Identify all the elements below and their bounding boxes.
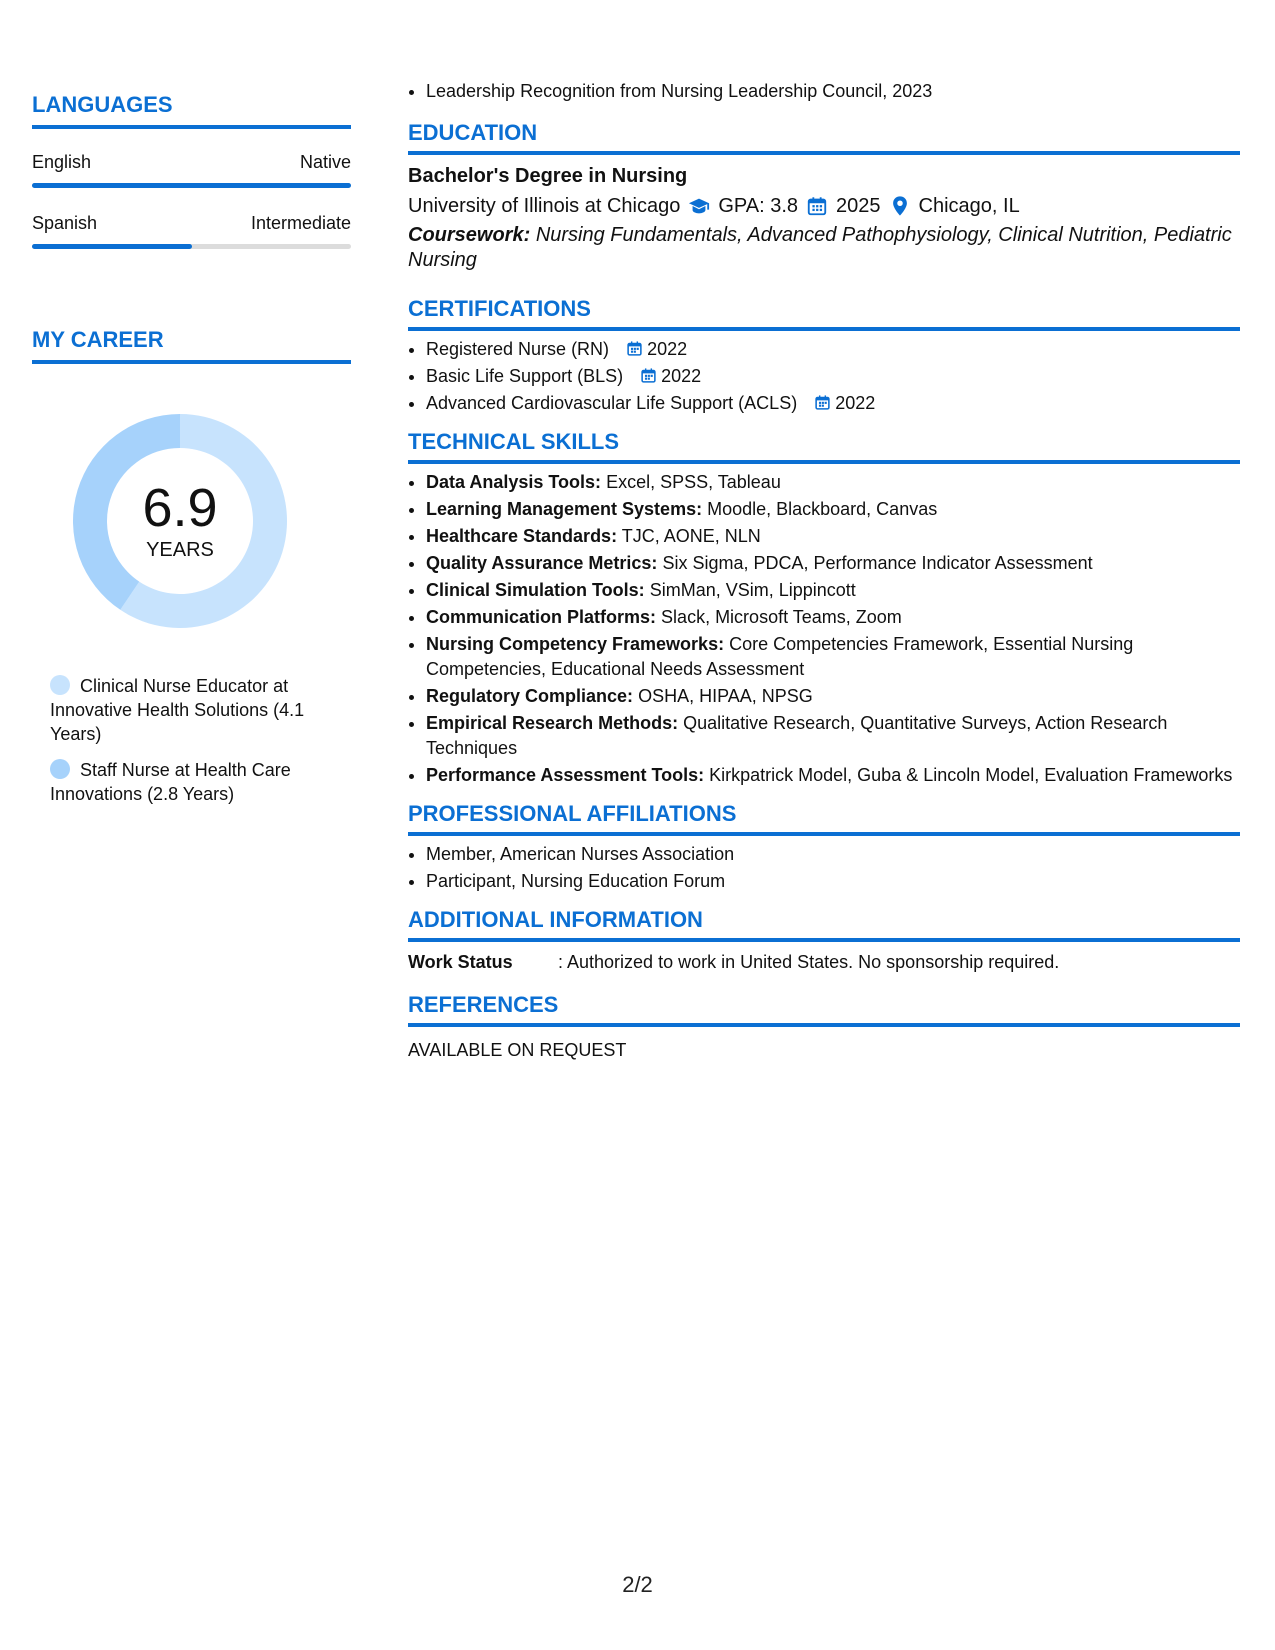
skill-item bbox=[426, 470, 1240, 495]
language-level: Native bbox=[299, 152, 351, 172]
affiliations-section bbox=[408, 800, 1240, 894]
work-status-row bbox=[408, 951, 1240, 973]
education-location: Chicago, IL bbox=[918, 195, 1020, 217]
certification-name: Registered Nurse (RN) bbox=[426, 339, 610, 359]
references-text: AVAILABLE ON REQUEST bbox=[408, 1040, 627, 1060]
career-legend bbox=[50, 674, 351, 806]
skill-item bbox=[426, 497, 1240, 522]
language-name: Spanish bbox=[32, 213, 98, 233]
affiliations-list bbox=[408, 842, 1240, 894]
career-legend-item bbox=[50, 674, 351, 746]
skill-item bbox=[426, 711, 1240, 761]
skill-values: SimMan, VSim, Lippincott bbox=[649, 580, 856, 600]
references-section bbox=[408, 991, 1240, 1061]
affiliation-item: • Participant, Nursing Education Forum bbox=[426, 869, 1240, 894]
language-item bbox=[32, 151, 351, 188]
certifications-heading: CERTIFICATIONS bbox=[408, 295, 1240, 331]
language-item bbox=[32, 212, 351, 249]
skill-item bbox=[426, 605, 1240, 630]
additional-heading: ADDITIONAL INFORMATION bbox=[408, 906, 1240, 942]
skills-section bbox=[408, 428, 1240, 788]
skill-category: Performance Assessment Tools: bbox=[426, 765, 705, 785]
education-coursework bbox=[408, 223, 1240, 273]
career-role-label: Staff Nurse at Health Care Innovations (2.8 Years) bbox=[50, 760, 291, 804]
graduation-cap-icon bbox=[688, 195, 710, 217]
certification-year: 2022 bbox=[661, 366, 702, 386]
education-gpa: GPA: 3.8 bbox=[718, 195, 799, 217]
skill-item bbox=[426, 684, 1240, 709]
career-donut-center bbox=[65, 406, 295, 636]
career-legend-item bbox=[50, 758, 351, 806]
education-section bbox=[408, 119, 1240, 273]
references-heading: REFERENCES bbox=[408, 991, 1240, 1027]
skill-values: Qualitative Research, Quantitative Surveys, Action Research Techniques bbox=[426, 713, 1168, 758]
language-proficiency-bar bbox=[32, 183, 351, 188]
career-total-unit: YEARS bbox=[146, 539, 214, 561]
work-status-label: Work Status bbox=[408, 952, 513, 972]
award-item: • Leadership Recognition from Nursing Leadership Council, 2023 bbox=[426, 78, 1240, 105]
language-proficiency-fill bbox=[32, 244, 192, 249]
coursework-label: Coursework: bbox=[408, 224, 531, 246]
skill-category: Empirical Research Methods: bbox=[426, 713, 679, 733]
legend-dot-icon bbox=[50, 675, 70, 695]
skill-values: Slack, Microsoft Teams, Zoom bbox=[661, 607, 902, 627]
certification-item bbox=[426, 364, 1240, 389]
work-status-value: : Authorized to work in United States. No sponsorship required. bbox=[558, 952, 1060, 972]
certification-item bbox=[426, 391, 1240, 416]
skill-category: Quality Assurance Metrics: bbox=[426, 553, 658, 573]
skill-values: TJC, AONE, NLN bbox=[621, 526, 761, 546]
language-proficiency-bar bbox=[32, 244, 351, 249]
education-details bbox=[408, 193, 1240, 219]
calendar-icon bbox=[806, 195, 828, 217]
career-donut-chart bbox=[65, 406, 295, 636]
language-name: English bbox=[32, 152, 92, 172]
education-year: 2025 bbox=[836, 195, 881, 217]
calendar-icon bbox=[640, 367, 657, 384]
affiliation-item: • Member, American Nurses Association bbox=[426, 842, 1240, 867]
language-proficiency-fill bbox=[32, 183, 351, 188]
calendar-icon bbox=[626, 340, 643, 357]
career-heading: MY CAREER bbox=[32, 327, 351, 364]
certifications-section bbox=[408, 295, 1240, 416]
skill-item bbox=[426, 763, 1240, 788]
skill-item bbox=[426, 551, 1240, 576]
skill-category: Nursing Competency Frameworks: bbox=[426, 634, 725, 654]
certification-item bbox=[426, 337, 1240, 362]
awards-list bbox=[408, 78, 1240, 105]
certification-year: 2022 bbox=[647, 339, 688, 359]
calendar-icon bbox=[814, 394, 831, 411]
education-heading: EDUCATION bbox=[408, 119, 1240, 155]
skill-category: Learning Management Systems: bbox=[426, 499, 703, 519]
education-degree: Bachelor's Degree in Nursing bbox=[408, 165, 688, 187]
left-column bbox=[32, 92, 351, 818]
skill-item bbox=[426, 524, 1240, 549]
certification-name: Basic Life Support (BLS) bbox=[426, 366, 624, 386]
language-level: Intermediate bbox=[250, 213, 351, 233]
skill-values: Six Sigma, PDCA, Performance Indicator Assessment bbox=[662, 553, 1093, 573]
career-role-label: Clinical Nurse Educator at Innovative Health Solutions (4.1 Years) bbox=[50, 676, 305, 744]
skill-values: Moodle, Blackboard, Canvas bbox=[707, 499, 938, 519]
skills-heading: TECHNICAL SKILLS bbox=[408, 428, 1240, 464]
languages-heading: LANGUAGES bbox=[32, 92, 351, 129]
page-number: 2/2 bbox=[622, 1572, 653, 1597]
additional-section bbox=[408, 906, 1240, 973]
skill-category: Data Analysis Tools: bbox=[426, 472, 602, 492]
map-pin-icon bbox=[889, 195, 911, 217]
education-school: University of Illinois at Chicago bbox=[408, 195, 681, 217]
skill-item bbox=[426, 632, 1240, 682]
skill-values: Excel, SPSS, Tableau bbox=[606, 472, 781, 492]
skill-category: Regulatory Compliance: bbox=[426, 686, 634, 706]
skill-item bbox=[426, 578, 1240, 603]
certification-name: Advanced Cardiovascular Life Support (ACLS) bbox=[426, 393, 798, 413]
skill-category: Clinical Simulation Tools: bbox=[426, 580, 645, 600]
career-total-years: 6.9 bbox=[142, 478, 218, 538]
skill-category: Communication Platforms: bbox=[426, 607, 657, 627]
right-column bbox=[408, 78, 1240, 1061]
certifications-list bbox=[408, 337, 1240, 416]
skill-values: Core Competencies Framework, Essential Nursing Competencies, Educational Needs Assessment bbox=[426, 634, 1134, 679]
skills-list bbox=[408, 470, 1240, 788]
certification-year: 2022 bbox=[835, 393, 876, 413]
coursework-list: Nursing Fundamentals, Advanced Pathophysiology, Clinical Nutrition, Pediatric Nursing bbox=[408, 224, 1232, 271]
skill-values: OSHA, HIPAA, NPSG bbox=[638, 686, 813, 706]
skill-category: Healthcare Standards: bbox=[426, 526, 618, 546]
legend-dot-icon bbox=[50, 759, 70, 779]
skill-values: Kirkpatrick Model, Guba & Lincoln Model, Evaluation Frameworks bbox=[709, 765, 1233, 785]
affiliations-heading: PROFESSIONAL AFFILIATIONS bbox=[408, 800, 1240, 836]
